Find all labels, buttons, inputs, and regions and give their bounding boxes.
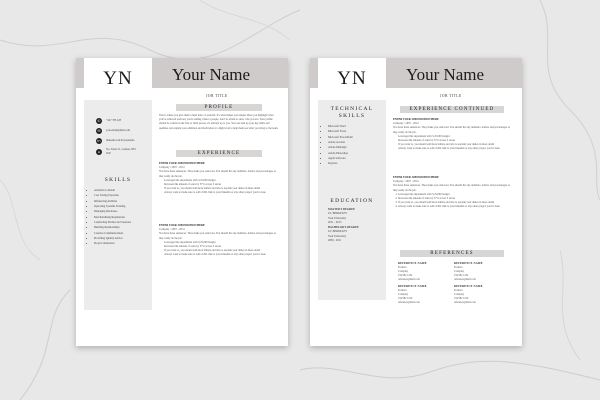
degree: BACHELOR'S DEGREE — [328, 226, 359, 229]
references-heading: REFERENCES — [400, 250, 504, 257]
references-grid — [398, 262, 510, 308]
profile-heading: PROFILE — [176, 104, 262, 111]
list-item: • Microsoft Word — [328, 124, 382, 129]
contact-item — [96, 118, 140, 124]
university: Your University — [328, 216, 346, 220]
list-item: • Merchandising Regulations — [94, 215, 148, 220]
contact-item — [96, 138, 140, 144]
reference-phone: 234 882 1234 — [398, 274, 413, 278]
monogram: YN — [318, 58, 386, 100]
reference-card — [398, 285, 454, 305]
job-entry — [159, 224, 279, 286]
job-title-text: ENTER YOUR JOB POSITION HERE — [159, 224, 205, 227]
reference-name: REFERENCE NAME — [454, 285, 483, 289]
reference-phone: 234 882 1234 — [398, 297, 413, 301]
job-meta: Company / 2007 - 2014 — [393, 122, 419, 126]
list-item: • Microsoft Excel — [328, 129, 382, 134]
list-item: • Cost Saving Expertise — [94, 193, 148, 198]
list-item: • Always want to make sure to add a URL link to your linkedin or any other project you've done — [164, 191, 279, 195]
education-heading: EDUCATION — [330, 198, 374, 204]
job-meta: Company / 2007 - 2014 — [159, 166, 185, 170]
reference-company: Company — [398, 270, 409, 274]
reference-company: Company — [454, 293, 465, 297]
job-title-text: ENTER YOUR JOB POSITION HERE — [393, 176, 439, 179]
reference-email: reference@mail.com — [454, 301, 476, 305]
skills-heading: SKILLS — [104, 177, 132, 183]
school: UC BERKELEY — [328, 230, 348, 234]
contact-text: No. Street 21, London, NE1 2GE — [106, 148, 137, 155]
list-item: • Operating Systems Training — [94, 204, 148, 209]
resume-page-2 — [310, 58, 522, 346]
list-item: • Leveraged the department with 3,25,000 budget — [398, 135, 513, 139]
list-item: • If you want to, you should add more bullets and tabs to explain your duties in more detail — [164, 249, 279, 253]
page-title: Your Name — [406, 65, 485, 84]
list-item: • Influencing Abilities — [94, 199, 148, 204]
job-description: You have three sentences. They make you stand out. You should list any numbers, dollars and percentages as they really do the job. — [393, 184, 510, 192]
job-title-text: ENTER YOUR JOB POSITION HERE — [393, 118, 439, 121]
profile-text: This is where you give them a brief intro of yourself. It's what makes you unique. Here you highlight what you've achieved and how you're adding value to people, don't be afraid to show who you are. Your profile should be written in the first or third person, it's entirely up to you. You can sum up your key skills and qualities and explain your ambition and motivation at a high level to help them see what you bring to the team. — [159, 114, 279, 130]
job-description: You have three sentences. They make you stand out. You should list any numbers, dollars and percentages as they really do the job. — [159, 170, 276, 178]
job-meta: Company / 2007 - 2014 — [393, 180, 419, 184]
reference-position: Position — [454, 266, 463, 270]
job-description: You have three sentences. They make you stand out. You should list any numbers, dollars and percentages as they really do the job. — [393, 126, 510, 134]
skills-list — [90, 188, 148, 246]
reference-position: Position — [454, 289, 463, 293]
phone-icon: ✆ — [97, 119, 101, 123]
list-item: • Attention to Detail — [94, 188, 148, 193]
list-item: 4. Always want to make sure to add a URL link to your linkedin or any other project you've done — [398, 205, 513, 209]
linkedin-icon: in — [97, 139, 101, 143]
list-item: • Creative Communications — [94, 231, 148, 236]
reference-company: Company — [398, 293, 409, 297]
job-entry — [393, 176, 513, 230]
reference-position: Position — [398, 289, 407, 293]
contact-text: linkedin.com/in/yourname — [106, 139, 135, 143]
degree: MASTER'S DEGREE — [328, 208, 355, 211]
list-item: 3. If you want to, you should add more bullets and tabs to explain your duties in more detail — [398, 201, 513, 205]
years: 2011 - 2013 — [328, 221, 342, 225]
contact-text: +447 783 228 — [106, 119, 121, 123]
list-item: • Leveraged the department with 3,25,000 budget — [164, 179, 279, 183]
reference-email: reference@mail.com — [454, 278, 476, 282]
university: Your University — [328, 234, 346, 238]
list-item: • Increased the amount of sales by 57% across 3 stores — [164, 183, 279, 187]
contact-text: your.email@mail.com — [106, 129, 130, 133]
education-entry — [328, 208, 384, 226]
resume-page-1 — [76, 58, 288, 346]
reference-name: REFERENCE NAME — [398, 262, 427, 265]
list-item: • Providing Quality Advice — [94, 236, 148, 241]
job-entry — [393, 118, 513, 172]
monogram: YN — [84, 58, 152, 100]
list-item: • Leveraged the department with 3,25,000 budget — [164, 241, 279, 245]
list-item: • If you want to, you should add more bullets and tabs to explain your duties in more detail — [398, 143, 513, 147]
reference-phone: 234 882 1234 — [454, 297, 469, 301]
reference-company: Company — [454, 270, 465, 274]
list-item: • Adobe Photoshop — [328, 151, 382, 156]
list-item: • If you want to, you should add more bullets and tabs to explain your duties in more detail — [164, 187, 279, 191]
education-entry — [328, 226, 384, 244]
reference-email: reference@mail.com — [398, 278, 420, 282]
email-icon: ✉ — [97, 129, 101, 133]
list-item: 1. Leveraged the department with 3,25,000 budget — [398, 193, 513, 197]
reference-phone: 234 882 1234 — [454, 274, 469, 278]
technical-skills-heading: TECHNICAL SKILLS — [330, 106, 374, 120]
experience-heading: EXPERIENCE — [176, 150, 262, 157]
list-item: 2. Increased the amount of sales by 57% across 3 stores — [398, 197, 513, 201]
reference-name: REFERENCE NAME — [454, 262, 483, 265]
list-item: • Managing Databases — [94, 209, 148, 214]
list-item: • Building Relationships — [94, 225, 148, 230]
list-item: • Project Orientated — [94, 241, 148, 246]
school: UC BERKELEY — [328, 212, 348, 216]
list-item: • Conducting Pitches and Sessions — [94, 220, 148, 225]
list-item: • Microsoft PowerPoint — [328, 135, 382, 140]
reference-position: Position — [398, 266, 407, 270]
list-item: • Adobe InDesign — [328, 145, 382, 150]
contact-item — [96, 148, 140, 155]
reference-card — [454, 262, 510, 282]
page-title: Your Name — [172, 65, 251, 84]
list-item: • Apple Software — [328, 156, 382, 161]
list-item: • Increased the amount of sales by 57% across 3 stores — [398, 139, 513, 143]
job-entry — [159, 162, 279, 220]
list-item: • Always want to make sure to add a URL link to your linkedin or any other project you've done — [398, 147, 513, 151]
list-item: • Keynote — [328, 161, 382, 166]
experience-continued-heading: EXPERIENCE CONTINUED — [400, 106, 504, 113]
location-icon: ⌂ — [97, 149, 101, 154]
list-item: • Adobe Acrobat — [328, 140, 382, 145]
reference-card — [454, 285, 510, 305]
reference-name: REFERENCE NAME — [398, 285, 427, 289]
reference-card — [398, 262, 454, 282]
list-item: • Always want to make sure to add a URL link to your linkedin or any other project you've done — [164, 253, 279, 257]
years: 2009 - 2011 — [328, 239, 342, 243]
job-meta: Company / 2007 - 2014 — [159, 228, 185, 232]
reference-email: reference@mail.com — [398, 301, 420, 305]
job-title: JOB TITLE — [206, 94, 228, 98]
list-item: • Increased the amount of sales by 57% across 3 stores — [164, 245, 279, 249]
technical-skills-list — [324, 124, 382, 167]
job-title: JOB TITLE — [440, 94, 462, 98]
job-title-text: ENTER YOUR JOB POSITION HERE — [159, 162, 205, 165]
job-description: You have three sentences. They make you stand out. You should list any numbers, dollars and percentages as they really do the job. — [159, 232, 276, 240]
contact-item — [96, 128, 140, 134]
